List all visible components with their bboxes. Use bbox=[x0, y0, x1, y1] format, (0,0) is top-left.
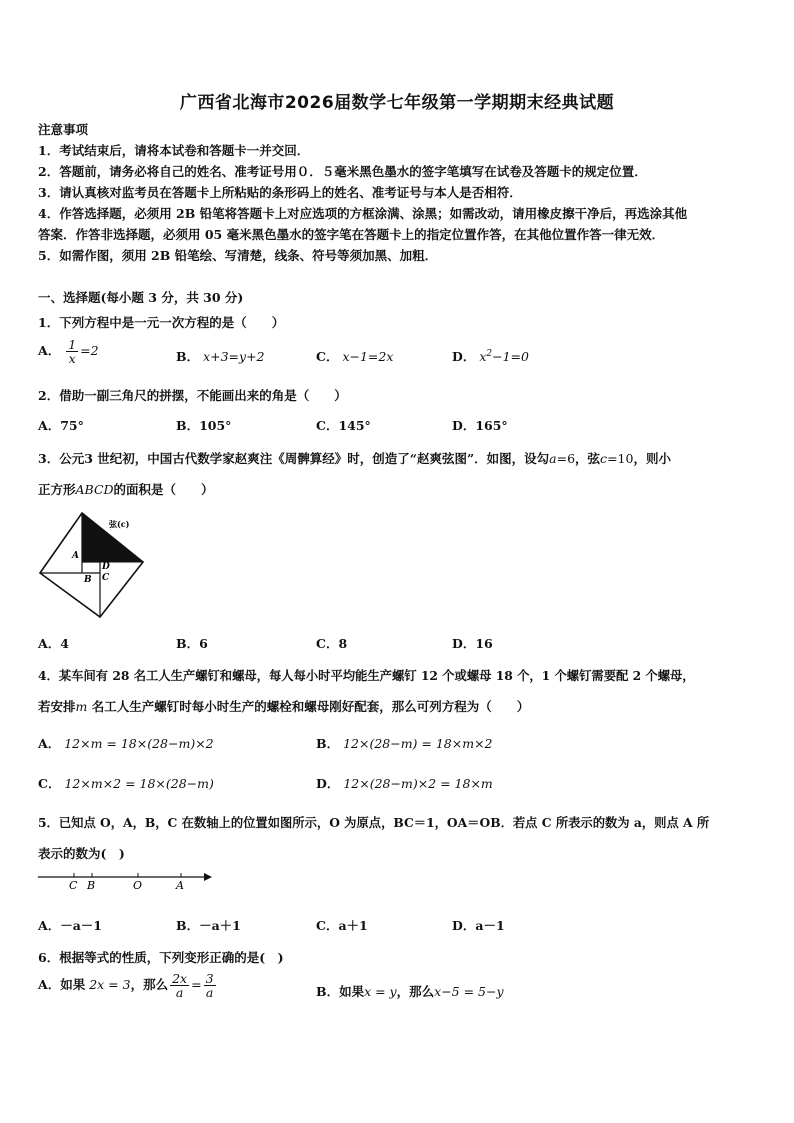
q1-option-b bbox=[176, 347, 265, 365]
fig-label-B: B bbox=[84, 575, 92, 585]
notice-heading: 注意事项 bbox=[38, 122, 89, 137]
q3-eq1: =6 bbox=[556, 451, 576, 466]
fig-label-string: 弦(c) bbox=[109, 519, 130, 529]
notice-item-1: 1．考试结束后，请将本试卷和答题卡一并交回． bbox=[38, 143, 310, 158]
q1-d-label: D． bbox=[452, 349, 476, 364]
axis-label-B: B bbox=[87, 879, 96, 892]
q6-a-eq2: = bbox=[191, 977, 202, 993]
number-line bbox=[36, 868, 216, 892]
q3-var-a: a bbox=[549, 451, 557, 466]
q6-option-a bbox=[38, 972, 218, 999]
q3-option-c: C．8 bbox=[316, 636, 348, 651]
q4-b-label: B． bbox=[316, 736, 340, 751]
q1-option-a bbox=[38, 338, 99, 365]
q1-a-numerator: 1 bbox=[68, 337, 77, 352]
q5-option-a: A．－a－1 bbox=[38, 918, 102, 933]
section-heading: 一、选择题(每小题 3 分，共 30 分) bbox=[38, 290, 244, 305]
q3-option-d: D．16 bbox=[452, 636, 493, 651]
q4-b-expr: 12×(28−m) = 18×m×2 bbox=[343, 736, 493, 751]
q4-a-expr: 12×m = 18×(28−m)×2 bbox=[64, 736, 214, 751]
q3-mid: ，弦 bbox=[575, 451, 601, 466]
fig-label-D: D bbox=[102, 562, 110, 572]
q3-stem-text: 3．公元3 世纪初，中国古代数学家赵爽注《周髀算经》时，创造了“赵爽弦图”．如图，设勾 bbox=[38, 451, 550, 466]
axis-label-O: O bbox=[133, 879, 143, 892]
q1-d-rest: −1=0 bbox=[492, 349, 529, 364]
q6-stem: 6．根据等式的性质，下列变形正确的是( ) bbox=[38, 950, 284, 965]
q2-option-a: A．75° bbox=[38, 418, 84, 433]
q4-option-a bbox=[38, 734, 214, 752]
q3-tail: ，则小 bbox=[633, 451, 671, 466]
q1-c-expr: x−1=2x bbox=[342, 349, 394, 364]
q6-b-pre: B．如果 bbox=[316, 984, 365, 999]
q6-a-frac1 bbox=[170, 972, 189, 999]
q1-stem: 1．下列方程中是一元一次方程的是（ ） bbox=[38, 315, 285, 330]
q6-a-eq: 2x = 3 bbox=[89, 977, 131, 993]
q1-a-denominator: x bbox=[68, 351, 76, 367]
q1-a-label: A． bbox=[38, 343, 61, 359]
q6-b-eq: x = y bbox=[364, 984, 397, 999]
q2-stem: 2．借助一副三角尺的拼摆，不能画出来的角是（ ） bbox=[38, 388, 347, 403]
q6-a-num2: 3 bbox=[205, 971, 214, 986]
q4-stem-line1: 4．某车间有 28 名工人生产螺钉和螺母，每人每小时平均能生产螺钉 12 个或螺母 18 个，1 个螺钉需要配 2 个螺母， bbox=[38, 668, 695, 683]
q1-d-base: x bbox=[479, 349, 487, 364]
notice-item-3: 3．请认真核对监考员在答题卡上所粘贴的条形码上的姓名、准考证号与本人是否相符． bbox=[38, 185, 522, 200]
q6-a-frac2 bbox=[204, 972, 216, 999]
q4-option-b bbox=[316, 734, 493, 752]
q1-b-label: B． bbox=[176, 349, 200, 364]
q4-var-m: m bbox=[75, 699, 88, 714]
q6-a-den2: a bbox=[205, 985, 214, 1001]
q5-option-b: B．－a＋1 bbox=[176, 918, 241, 933]
q4-c-expr: 12×m×2 = 18×(28−m) bbox=[64, 776, 214, 791]
q4-stem-line2 bbox=[38, 697, 529, 715]
q1-option-d bbox=[452, 347, 529, 365]
q4-d-expr: 12×(28−m)×2 = 18×m bbox=[343, 776, 493, 791]
q3-stem2-post: 的面积是（ ） bbox=[113, 482, 214, 497]
notice-item-4-cont: 答案．作答非选择题，必须用 05 毫米黑色墨水的签字笔在答题卡上的指定位置作答，在其他位置作答一律无效． bbox=[38, 227, 665, 242]
q1-d-exponent: 2 bbox=[486, 348, 493, 359]
q3-var-c: c bbox=[600, 451, 608, 466]
q4-option-d bbox=[316, 774, 493, 792]
q1-a-fraction bbox=[66, 338, 78, 365]
notice-item-4: 4．作答选择题，必须用 2B 铅笔将答题卡上对应选项的方框涂满、涂黑；如需改动，请用橡皮擦干净后，再选涂其他 bbox=[38, 206, 688, 221]
q3-eq2: =10 bbox=[607, 451, 634, 466]
q4-stem2-post: 名工人生产螺钉时每小时生产的螺栓和螺母刚好配套，那么可列方程为（ ） bbox=[87, 699, 530, 714]
q6-a-num1: 2x bbox=[172, 971, 188, 986]
q6-b-expr: x−5 = 5−y bbox=[434, 984, 504, 999]
fig-label-A: A bbox=[72, 551, 79, 561]
q2-option-b: B．105° bbox=[176, 418, 232, 433]
q4-stem2-pre: 若安排 bbox=[38, 699, 76, 714]
q1-b-expr: x+3=y+2 bbox=[203, 349, 265, 364]
axis-label-C: C bbox=[69, 879, 78, 892]
q3-stem2-pre: 正方形 bbox=[38, 482, 76, 497]
q5-stem-line2: 表示的数为( ) bbox=[38, 846, 125, 861]
q1-a-rest: =2 bbox=[80, 343, 99, 359]
notice-item-2: 2．答题前，请务必将自己的姓名、准考证号用０．５毫米黑色墨水的签字笔填写在试卷及答题卡的规定位置． bbox=[38, 164, 647, 179]
q6-a-mid: ，那么 bbox=[130, 977, 169, 993]
q5-option-d: D．a－1 bbox=[452, 918, 505, 933]
q2-option-d: D．165° bbox=[452, 418, 508, 433]
q1-c-label: C． bbox=[316, 349, 339, 364]
q6-a-pre: A．如果 bbox=[38, 977, 86, 993]
q3-option-a: A．4 bbox=[38, 636, 69, 651]
notice-item-5: 5．如需作图，须用 2B 铅笔绘、写清楚，线条、符号等须加黑、加粗． bbox=[38, 248, 438, 263]
q3-square-name: ABCD bbox=[75, 482, 114, 497]
q5-stem-line1: 5．已知点 O，A，B，C 在数轴上的位置如图所示，O 为原点，BC＝1，OA＝OB．若点 C 所表示的数为 a，则点 A 所 bbox=[38, 815, 710, 830]
axis-arrow bbox=[204, 873, 212, 881]
q4-c-label: C． bbox=[38, 776, 61, 791]
q6-a-den1: a bbox=[175, 985, 184, 1001]
zhao-shuang-figure bbox=[38, 510, 148, 620]
q4-option-c bbox=[38, 774, 214, 792]
q6-option-b bbox=[316, 982, 504, 1000]
axis-label-A: A bbox=[176, 879, 184, 892]
q3-stem-line1 bbox=[38, 449, 671, 467]
q6-b-mid: ，那么 bbox=[396, 984, 435, 999]
page-title: 广西省北海市2026届数学七年级第一学期期末经典试题 bbox=[179, 93, 615, 113]
q1-option-c bbox=[316, 347, 393, 365]
fig-label-C: C bbox=[102, 573, 110, 583]
q4-d-label: D． bbox=[316, 776, 340, 791]
q4-a-label: A． bbox=[38, 736, 61, 751]
q2-option-c: C．145° bbox=[316, 418, 371, 433]
q3-option-b: B．6 bbox=[176, 636, 208, 651]
q3-stem-line2 bbox=[38, 480, 214, 498]
q5-option-c: C．a＋1 bbox=[316, 918, 368, 933]
